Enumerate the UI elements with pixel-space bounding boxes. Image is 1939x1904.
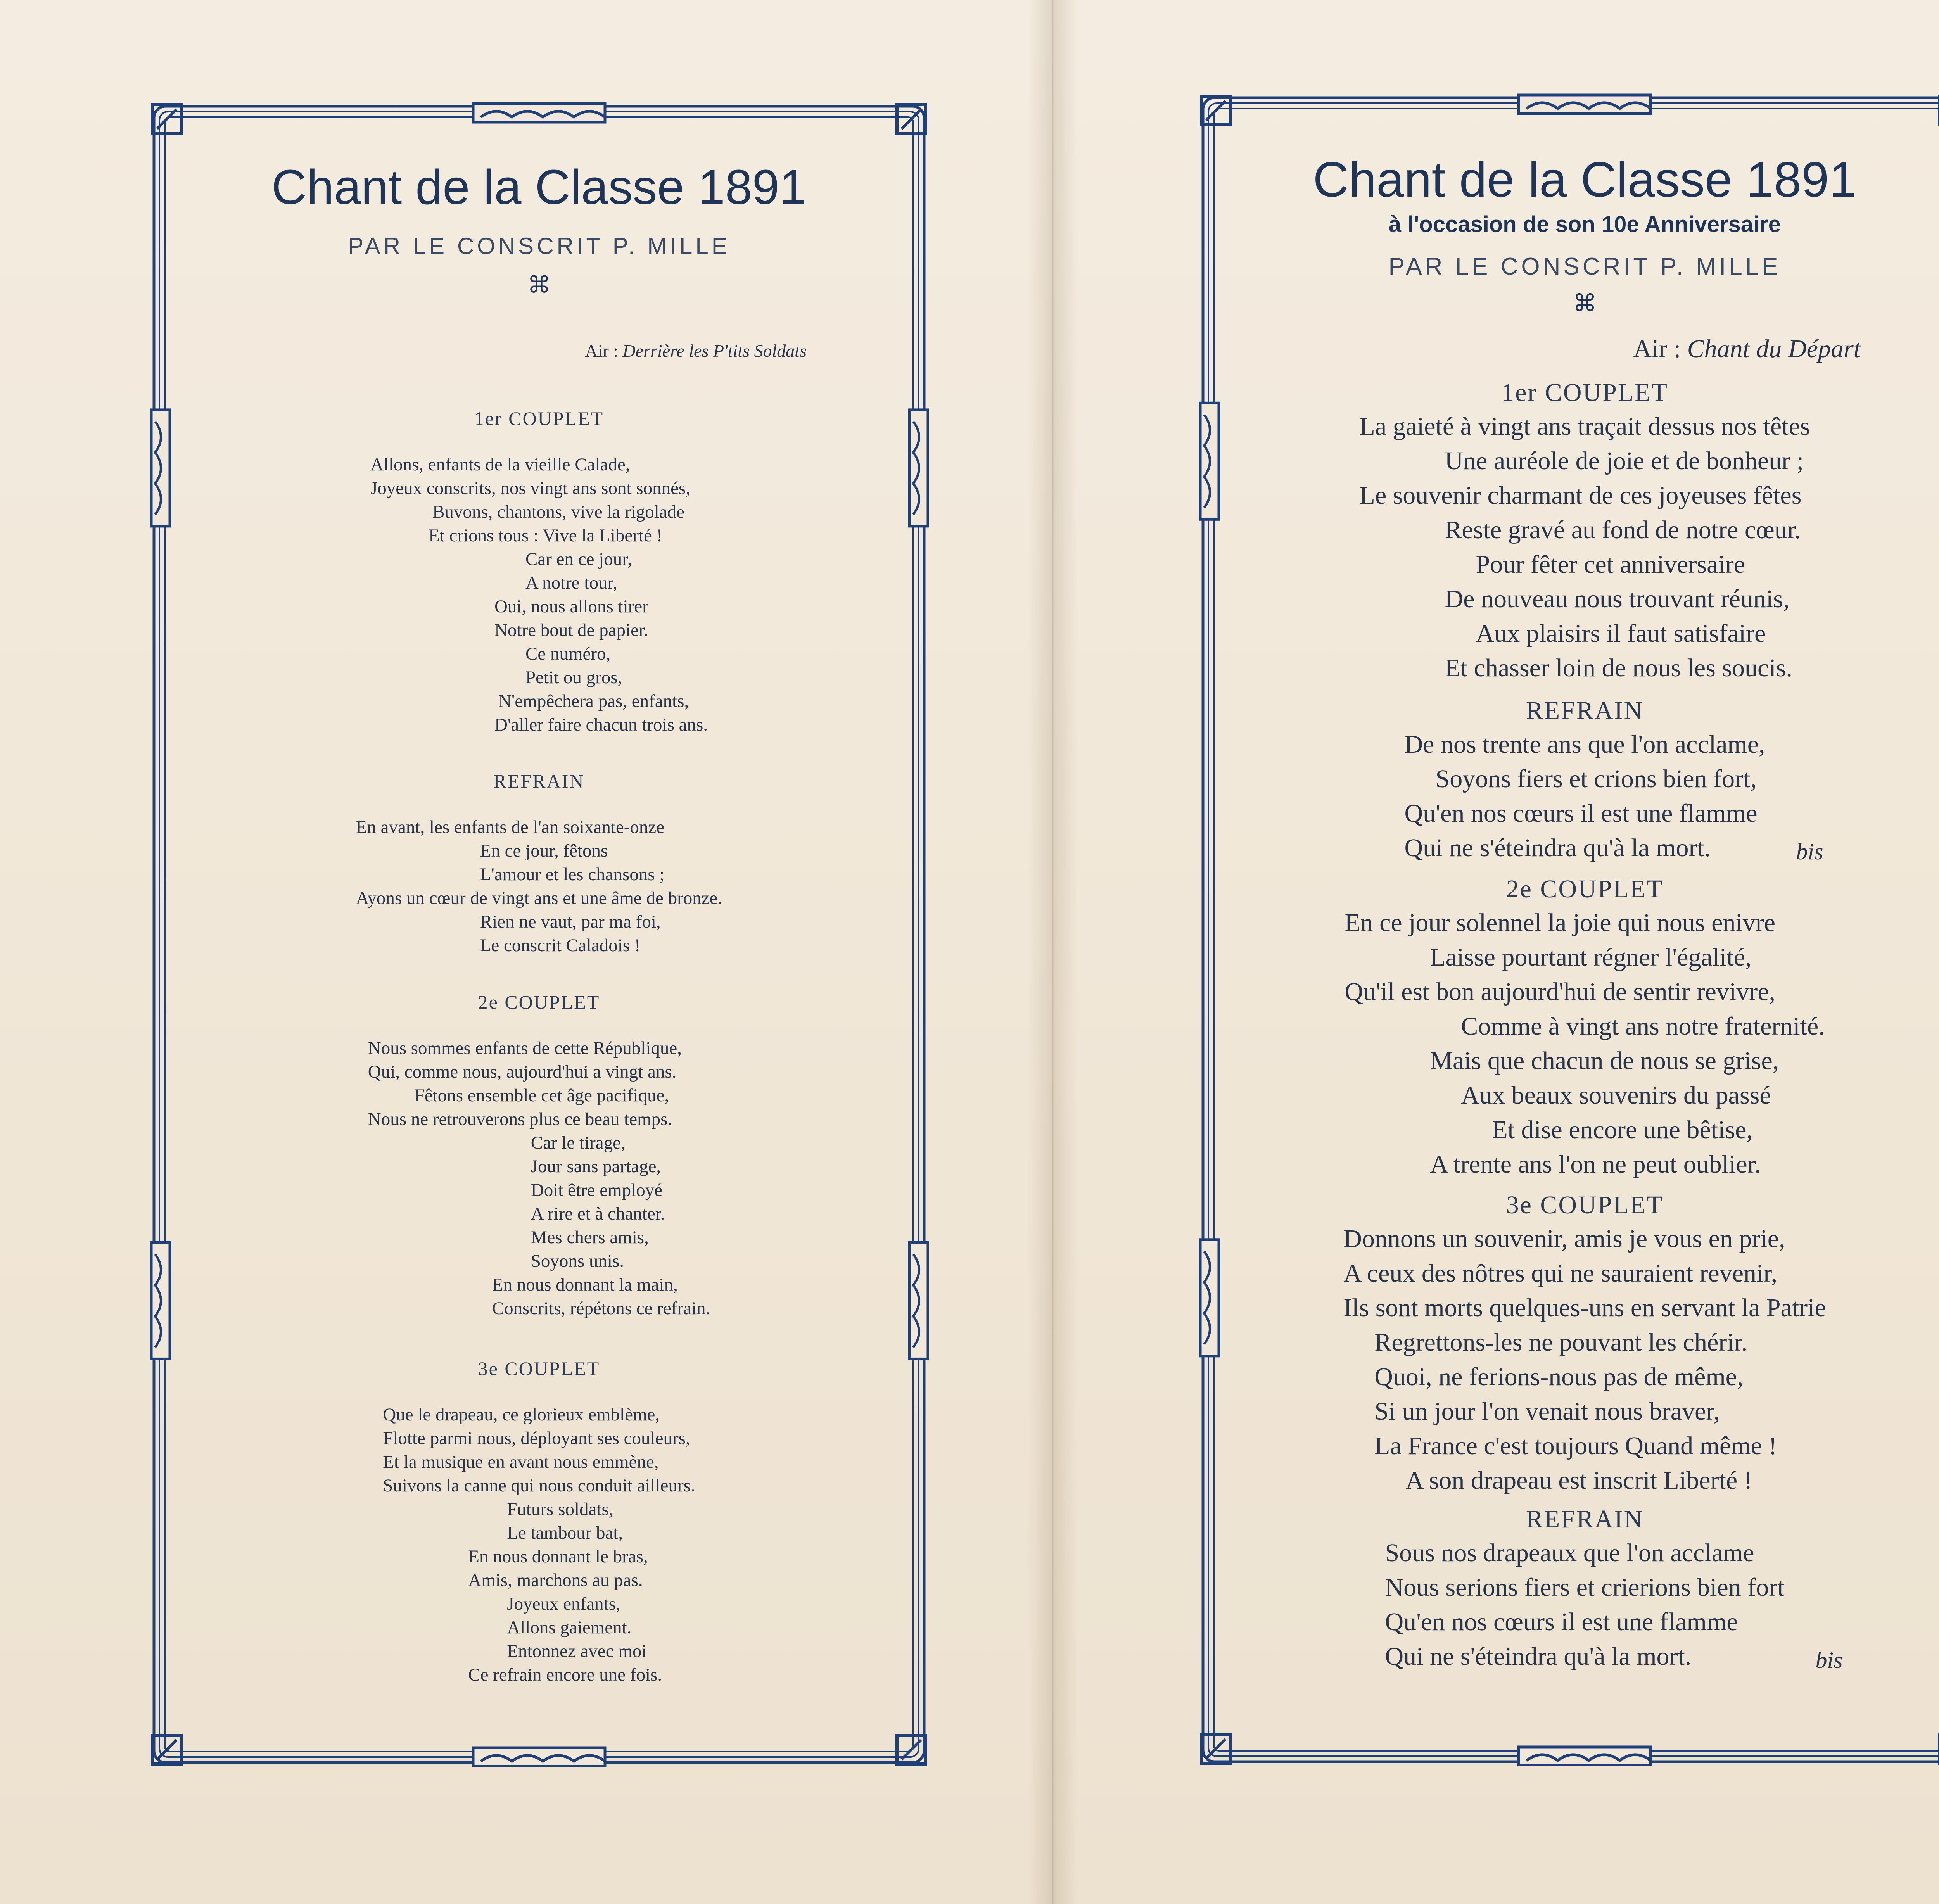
verse-line: Ils sont morts quelques-uns en servant la Patrie bbox=[1343, 1294, 1826, 1322]
stanza-block bbox=[1198, 1222, 1939, 1498]
air-line bbox=[585, 340, 807, 361]
section-heading: 1er COUPLET bbox=[1501, 378, 1668, 407]
verse-line: Qu'en nos cœurs il est une flamme bbox=[1404, 799, 1758, 828]
stanza-block bbox=[149, 1037, 929, 1320]
verse-line: Aux plaisirs il faut satisfaire bbox=[1476, 619, 1766, 648]
verse-line: Petit ou gros, bbox=[525, 667, 622, 688]
verse-line: Qu'en nos cœurs il est une flamme bbox=[1385, 1608, 1738, 1636]
verse-line: A ceux des nôtres qui ne sauraient revenir, bbox=[1343, 1259, 1778, 1287]
air-tune: Derrière les P'tits Soldats bbox=[622, 341, 807, 361]
verse-line: Mais que chacun de nous se grise, bbox=[1430, 1047, 1779, 1075]
verse-line: De nouveau nous trouvant réunis, bbox=[1445, 585, 1790, 613]
air-line bbox=[1633, 334, 1861, 364]
verse-line: Soyons fiers et crions bien fort, bbox=[1435, 765, 1757, 793]
section-heading: 2e COUPLET bbox=[478, 991, 600, 1013]
verse-line: Allons gaiement. bbox=[507, 1617, 632, 1638]
verse-line: Pour fêter cet anniversaire bbox=[1476, 550, 1745, 579]
verse-line: Quoi, ne ferions-nous pas de même, bbox=[1374, 1363, 1744, 1391]
verse-line: Car le tirage, bbox=[531, 1133, 626, 1153]
bis-marker: bis bbox=[1815, 1647, 1843, 1673]
fleuron-ornament: ⌘ bbox=[527, 272, 551, 298]
verse-line: La France c'est toujours Quand même ! bbox=[1374, 1432, 1777, 1460]
verse-line: Nous ne retrouverons plus ce beau temps. bbox=[368, 1109, 672, 1129]
verse-line: Ayons un cœur de vingt ans et une âme de bronze. bbox=[356, 888, 722, 908]
verse-line: En nous donnant la main, bbox=[492, 1275, 678, 1295]
stanza-block bbox=[1198, 409, 1939, 685]
verse-line: Nous serions fiers et crierions bien fort bbox=[1385, 1573, 1785, 1602]
verse-line: Et crions tous : Vive la Liberté ! bbox=[428, 525, 663, 546]
stanza-lines bbox=[1343, 1222, 1826, 1498]
verse-line: Sous nos drapeaux que l'on acclame bbox=[1385, 1539, 1754, 1567]
stanza-lines bbox=[368, 1037, 710, 1320]
stanza-block bbox=[1198, 727, 1939, 865]
verse-line: D'aller faire chacun trois ans. bbox=[494, 715, 708, 735]
stanza-block bbox=[149, 816, 929, 957]
air-tune: Chant du Départ bbox=[1687, 335, 1861, 363]
verse-line: En ce jour, fêtons bbox=[480, 841, 608, 861]
verse-line: Suivons la canne qui nous conduit ailleurs. bbox=[383, 1476, 695, 1496]
verse-line: Joyeux conscrits, nos vingt ans sont sonnés, bbox=[370, 478, 691, 498]
verse-line: Futurs soldats, bbox=[507, 1499, 613, 1519]
verse-line: Que le drapeau, ce glorieux emblème, bbox=[383, 1405, 660, 1425]
verse-line: En nous donnant le bras, bbox=[468, 1546, 648, 1567]
verse-line: Joyeux enfants, bbox=[507, 1594, 620, 1614]
stanza-lines bbox=[1345, 905, 1825, 1182]
stanza-block bbox=[1198, 905, 1939, 1182]
section-heading: 3e COUPLET bbox=[478, 1358, 600, 1379]
fleuron-ornament: ⌘ bbox=[1573, 290, 1597, 317]
verse-line: En ce jour solennel la joie qui nous enivre bbox=[1345, 909, 1776, 937]
author-line: PAR LE CONSCRIT P. MILLE bbox=[348, 233, 730, 259]
verse-line: Entonnez avec moi bbox=[507, 1641, 647, 1661]
verse-line: Et chasser loin de nous les soucis. bbox=[1445, 654, 1792, 682]
verse-line: Amis, marchons au pas. bbox=[468, 1570, 643, 1590]
verse-line: Le tambour bat, bbox=[507, 1523, 623, 1543]
verse-line: Buvons, chantons, vive la rigolade bbox=[432, 502, 685, 522]
verse-line: Oui, nous allons tirer bbox=[494, 596, 648, 617]
stanza-lines bbox=[356, 816, 722, 957]
section-heading: REFRAIN bbox=[1526, 1505, 1644, 1533]
verse-line: Ce numéro, bbox=[525, 644, 611, 664]
verse-line: Jour sans partage, bbox=[531, 1156, 661, 1177]
verse-line: Car en ce jour, bbox=[525, 549, 632, 569]
verse-line: Conscrits, répétons ce refrain. bbox=[492, 1298, 710, 1318]
air-label: Air : bbox=[1633, 335, 1681, 363]
verse-line: Aux beaux souvenirs du passé bbox=[1461, 1081, 1771, 1109]
verse-line: Le souvenir charmant de ces joyeuses fêtes bbox=[1359, 481, 1802, 510]
verse-line: Soyons unis. bbox=[531, 1251, 624, 1271]
section-heading: 2e COUPLET bbox=[1506, 875, 1664, 903]
verse-line: A son drapeau est inscrit Liberté ! bbox=[1405, 1466, 1752, 1495]
verse-line: A trente ans l'on ne peut oublier. bbox=[1430, 1150, 1761, 1178]
stanza-block bbox=[1198, 1536, 1939, 1674]
center-fold bbox=[1028, 0, 1078, 1904]
verse-line: Ce refrain encore une fois. bbox=[468, 1665, 662, 1685]
verse-line: Le conscrit Caladois ! bbox=[480, 935, 641, 955]
verse-line: Une auréole de joie et de bonheur ; bbox=[1445, 447, 1804, 475]
verse-line: En avant, les enfants de l'an soixante-onze bbox=[356, 817, 665, 837]
verse-line: La gaieté à vingt ans traçait dessus nos têtes bbox=[1359, 412, 1810, 441]
verse-line: Et la musique en avant nous emmène, bbox=[383, 1452, 659, 1472]
verse-line: Notre bout de papier. bbox=[494, 620, 648, 640]
verse-line: Flotte parmi nous, déployant ses couleurs, bbox=[383, 1428, 690, 1448]
verse-line: Qui ne s'éteindra qu'à la mort. bbox=[1385, 1642, 1692, 1671]
stanza-block bbox=[149, 1403, 929, 1687]
verse-line: Nous sommes enfants de cette République, bbox=[368, 1038, 682, 1058]
verse-line: Donnons un souvenir, amis je vous en prie, bbox=[1343, 1225, 1785, 1253]
section-heading: REFRAIN bbox=[493, 770, 585, 792]
verse-line: Reste gravé au fond de notre cœur. bbox=[1445, 516, 1801, 544]
stanza-lines bbox=[370, 453, 708, 737]
verse-line: Rien ne vaut, par ma foi, bbox=[480, 912, 661, 932]
verse-line: Qu'il est bon aujourd'hui de sentir revivre, bbox=[1345, 978, 1776, 1006]
verse-line: Doit être employé bbox=[531, 1180, 663, 1200]
verse-line: Allons, enfants de la vieille Calade, bbox=[370, 454, 630, 475]
verse-line: Comme à vingt ans notre fraternité. bbox=[1461, 1012, 1825, 1040]
verse-line: Qui, comme nous, aujourd'hui a vingt ans. bbox=[368, 1062, 677, 1082]
stanza-lines bbox=[1385, 1536, 1843, 1674]
verse-line: Regrettons-les ne pouvant les chérir. bbox=[1374, 1328, 1748, 1356]
section-heading: 3e COUPLET bbox=[1506, 1191, 1664, 1219]
bis-marker: bis bbox=[1796, 839, 1823, 864]
verse-line: De nos trente ans que l'on acclame, bbox=[1404, 730, 1765, 758]
verse-line: Et dise encore une bêtise, bbox=[1492, 1116, 1753, 1144]
verse-line: Laisse pourtant régner l'égalité, bbox=[1430, 943, 1752, 971]
verse-line: L'amour et les chansons ; bbox=[480, 864, 665, 885]
verse-line: Qui ne s'éteindra qu'à la mort. bbox=[1404, 834, 1711, 862]
author-line: PAR LE CONSCRIT P. MILLE bbox=[1388, 253, 1781, 280]
verse-line: Si un jour l'on venait nous braver, bbox=[1374, 1397, 1720, 1425]
stanza-lines bbox=[1404, 727, 1823, 865]
page-title: Chant de la Classe 1891 bbox=[1313, 152, 1857, 207]
stanza-block bbox=[149, 453, 929, 737]
right-page bbox=[1053, 0, 1939, 1904]
verse-line: Mes chers amis, bbox=[531, 1227, 649, 1247]
page-title: Chant de la Classe 1891 bbox=[271, 160, 807, 214]
stanza-lines bbox=[383, 1403, 695, 1687]
verse-line: Fêtons ensemble cet âge pacifique, bbox=[414, 1085, 669, 1106]
air-label: Air : bbox=[585, 341, 618, 361]
section-heading: REFRAIN bbox=[1526, 696, 1644, 725]
verse-line: A rire et à chanter. bbox=[531, 1204, 665, 1224]
section-heading: 1er COUPLET bbox=[474, 408, 604, 429]
verse-line: N'empêchera pas, enfants, bbox=[498, 691, 689, 711]
stanza-lines bbox=[1360, 409, 1810, 685]
page-subtitle: à l'occasion de son 10e Anniversaire bbox=[1389, 212, 1781, 237]
verse-line: A notre tour, bbox=[525, 573, 617, 593]
